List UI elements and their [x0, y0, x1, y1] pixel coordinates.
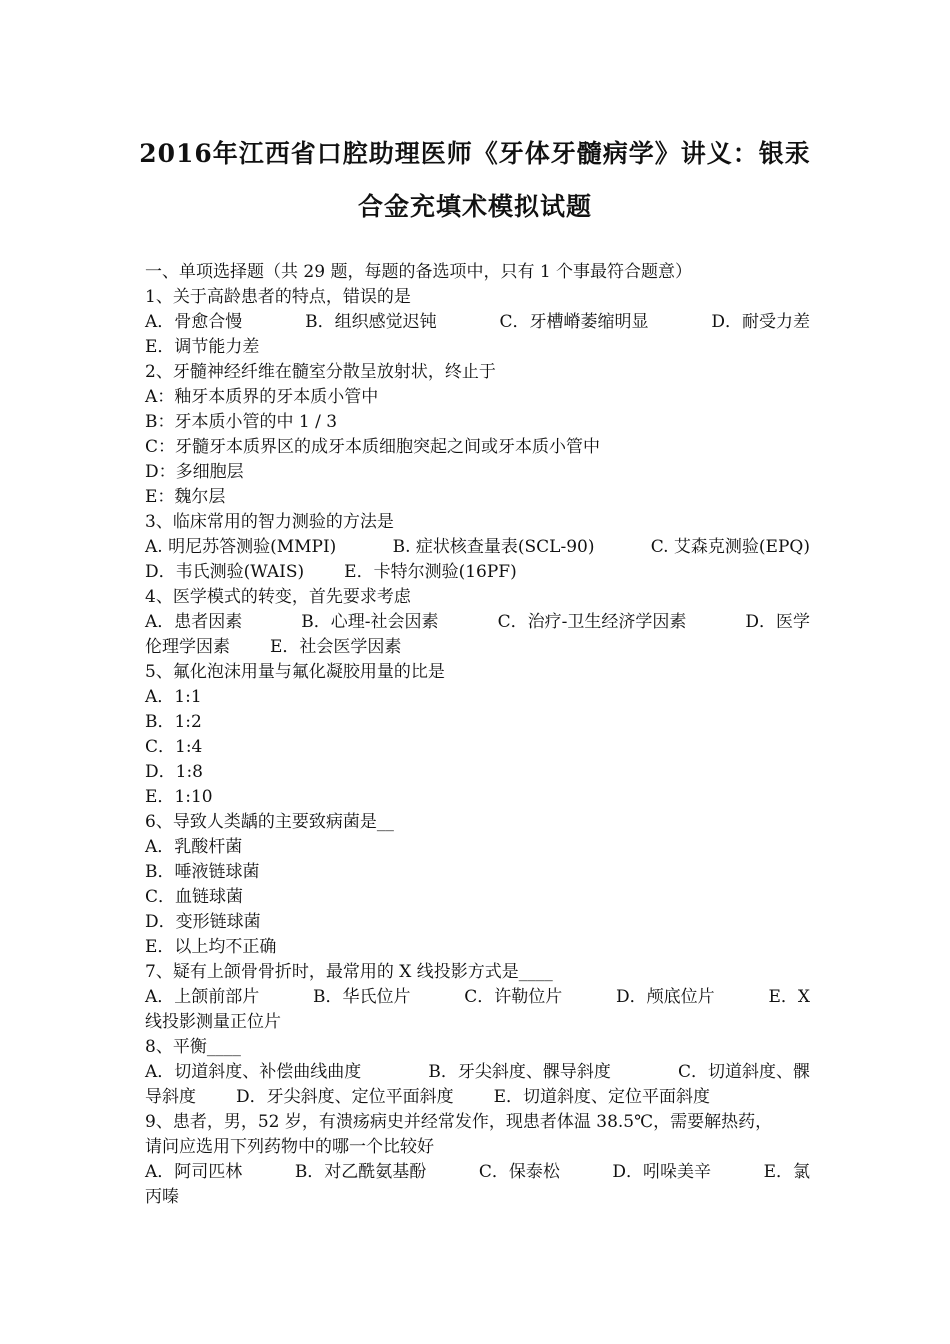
question-stem: 7、疑有上颌骨骨折时，最常用的 X 线投影方式是____ — [145, 962, 553, 982]
option-c: C：牙髓牙本质界区的成牙本质细胞突起之间或牙本质小管中 — [145, 437, 601, 457]
option-a: A．上颌前部片 — [145, 987, 260, 1007]
document-title-line-2: 合金充填术模拟试题 — [357, 192, 592, 221]
option-row — [145, 985, 810, 1010]
option-d: D：多细胞层 — [145, 462, 244, 482]
option-row — [145, 610, 810, 635]
option-a: A：釉牙本质界的牙本质小管中 — [145, 387, 379, 407]
option-d: D．吲哚美辛 — [612, 1162, 712, 1182]
option-d: D．韦氏测验(WAIS) — [145, 562, 305, 582]
option-e: E．卡特尔测验(16PF) — [344, 562, 517, 582]
option-d-continued: 伦理学因素 — [145, 637, 230, 657]
option-e: E．以上均不正确 — [145, 937, 277, 957]
question-stem: 5、氟化泡沫用量与氟化凝胶用量的比是 — [145, 662, 445, 682]
document-title-line-1: 2016年江西省口腔助理医师《牙体牙髓病学》讲义：银汞 — [139, 139, 811, 168]
option-c: C．切道斜度、髁 — [677, 1062, 810, 1082]
question-stem-continued: 请问应选用下列药物中的哪一个比较好 — [145, 1137, 434, 1157]
question-stem: 6、导致人类龋的主要致病菌是__ — [145, 812, 394, 832]
option-row — [145, 1160, 810, 1185]
option-e: E．切道斜度、定位平面斜度 — [493, 1087, 711, 1107]
option-c: C．许勒位片 — [464, 987, 563, 1007]
option-b: B．牙尖斜度、髁导斜度 — [428, 1062, 611, 1082]
option-row — [145, 1060, 810, 1085]
option-d: D．1:8 — [145, 762, 203, 782]
option-c: C．牙槽嵴萎缩明显 — [499, 312, 649, 332]
option-b: B．唾液链球菌 — [145, 862, 260, 882]
option-d: D．医学 — [745, 612, 810, 632]
question-stem: 3、临床常用的智力测验的方法是 — [145, 512, 394, 532]
option-e-continued: 线投影测量正位片 — [145, 1012, 281, 1032]
option-a: A．乳酸杆菌 — [145, 837, 243, 857]
option-d: D．变形链球菌 — [145, 912, 261, 932]
option-d: D．牙尖斜度、定位平面斜度 — [236, 1087, 454, 1107]
option-e: E．调节能力差 — [145, 337, 260, 357]
question-stem: 8、平衡____ — [145, 1037, 241, 1057]
option-b: B. 症状核查量表(SCL-90) — [392, 537, 595, 557]
option-b: B：牙本质小管的中 1 / 3 — [145, 412, 338, 432]
option-row — [145, 635, 810, 660]
option-a: A．患者因素 — [145, 612, 243, 632]
question-stem: 9、患者，男，52 岁，有溃疡病史并经常发作，现患者体温 38.5℃，需要解热药， — [145, 1112, 773, 1132]
option-c: C. 艾森克测验(EPQ) — [650, 537, 810, 557]
option-a: A. 明尼苏答测验(MMPI) — [145, 537, 337, 557]
option-d: D．颅底位片 — [616, 987, 715, 1007]
option-a: A．阿司匹林 — [145, 1162, 243, 1182]
option-b: B．华氏位片 — [313, 987, 411, 1007]
section-heading: 一、单项选择题（共 29 题，每题的备选项中，只有 1 个事最符合题意） — [145, 262, 693, 282]
option-row — [145, 1185, 810, 1210]
option-d: D．耐受力差 — [711, 312, 810, 332]
option-c: C．血链球菌 — [145, 887, 244, 907]
option-c-continued: 导斜度 — [145, 1087, 196, 1107]
option-e: E．1:10 — [145, 787, 213, 807]
option-e: E．X — [768, 987, 810, 1007]
option-b: B．心理-社会因素 — [301, 612, 439, 632]
option-e: E．氯 — [763, 1162, 810, 1182]
option-e-continued: 丙嗪 — [145, 1187, 179, 1207]
question-stem: 2、牙髓神经纤维在髓室分散呈放射状，终止于 — [145, 362, 496, 382]
option-row — [145, 535, 810, 560]
option-a: A．切道斜度、补偿曲线曲度 — [145, 1062, 362, 1082]
question-stem: 4、医学模式的转变，首先要求考虑 — [145, 587, 411, 607]
option-row — [145, 1085, 810, 1110]
option-row — [145, 1010, 810, 1035]
option-b: B．对乙酰氨基酚 — [294, 1162, 427, 1182]
option-e: E：魏尔层 — [145, 487, 226, 507]
option-row — [145, 310, 810, 335]
option-c: C．治疗-卫生经济学因素 — [497, 612, 687, 632]
option-e: E．社会医学因素 — [270, 637, 402, 657]
question-list — [145, 260, 810, 1210]
option-row — [145, 335, 810, 360]
option-c: C．保泰松 — [478, 1162, 560, 1182]
option-a: A．骨愈合慢 — [145, 312, 243, 332]
option-b: B．组织感觉迟钝 — [305, 312, 437, 332]
question-stem: 1、关于高龄患者的特点，错误的是 — [145, 287, 411, 307]
option-row — [145, 560, 810, 585]
option-b: B．1:2 — [145, 712, 202, 732]
option-a: A．1:1 — [145, 687, 202, 707]
option-c: C．1:4 — [145, 737, 203, 757]
